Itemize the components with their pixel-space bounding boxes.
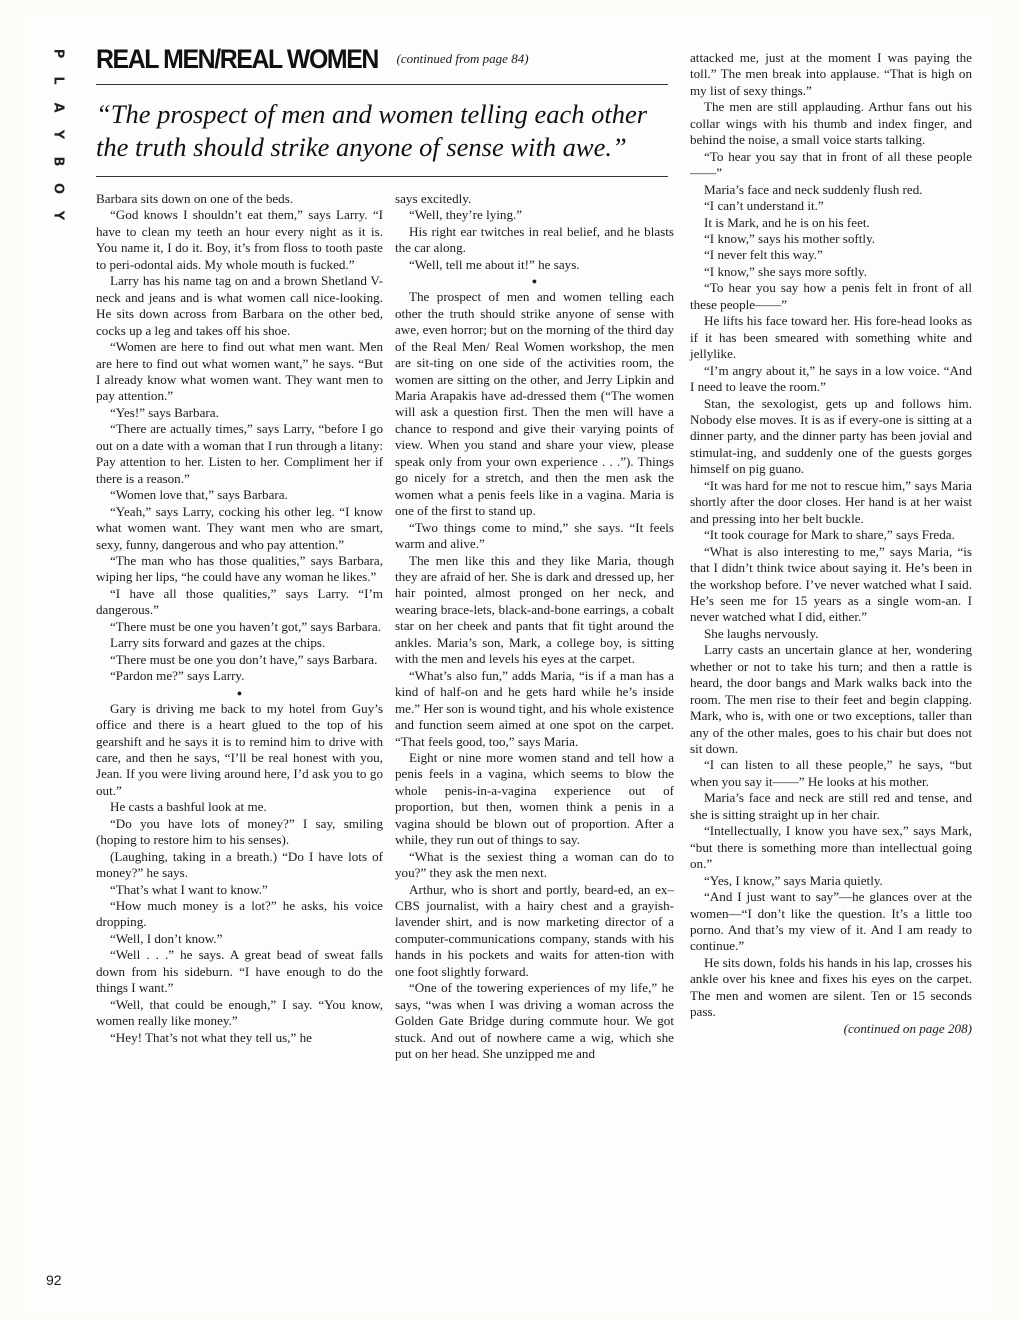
article-header: [96, 44, 676, 84]
paragraph: says excitedly.: [395, 191, 472, 206]
paragraph: “I know,” says his mother softly.: [704, 230, 876, 246]
paragraph: “I have all those qualities,” says Larry. “I’m dangerous.”: [96, 585, 383, 618]
paragraph: Larry has his name tag on and a brown Shetland V-neck and jeans and is what women call nice-looking. He sits down across from Barbara on the other bed, cocks up a leg and takes off his shoe.: [96, 273, 383, 338]
spine-letter: A: [50, 102, 66, 113]
paragraph: “There are actually times,” says Larry, “before I go out on a date with a woman that I run through a litany: Pay attention to her. Listen to her. Compliment her if there is a reason.”: [96, 421, 383, 486]
magazine-spine-label: [46, 40, 70, 229]
paragraph: “Women are here to find out what men want. Men are here to find out what women want,” he says. “But I already know what women want. They want men to pay attention.”: [96, 339, 383, 404]
paragraph: “That’s what I want to know.”: [110, 881, 268, 897]
paragraph: “Hey! That’s not what they tell us,” he: [110, 1029, 312, 1045]
paragraph: “Women love that,” says Barbara.: [110, 487, 288, 503]
paragraph: His right ear twitches in real belief, and he blasts the car along.: [395, 223, 674, 256]
paragraph: Arthur, who is short and portly, beard-ed, an ex–CBS journalist, with a hairy chest and a grayish-lavender shirt, and is now marketing director of a computer-communications company, stands with his hands in his pockets and waits for atten-tion with one foot slightly forward.: [395, 881, 674, 979]
paragraph: Stan, the sexologist, gets up and follows him. Nobody else moves. It is as if every-one is sitting at a dinner party, and the dinner party has been jovial and stimulat-ing, and suddenly one of the guests gorges himself on pig guano.: [690, 395, 972, 477]
text-column-3: [690, 50, 972, 1037]
paragraph: The men like this and they like Maria, though they are afraid of her. She is dark and dressed up, her hair pointed, almost pronged on her neck, and wearing brace-lets, black-and-bone earrings, a cobalt star on her cheek and pants that fit tight around the ankles. Maria’s son, Mark, a college boy, is sitting with the men and levels his eyes at the carpet.: [395, 552, 674, 667]
paragraph: He sits down, folds his hands in his lap, crosses his ankle over his knee and fixes his eyes on the carpet. The men and women are silent. Ten or 15 seconds pass.: [690, 954, 972, 1020]
section-break-dot: ●: [236, 687, 243, 698]
paragraph: “I can’t understand it.”: [704, 198, 824, 214]
spine-letter: O: [50, 182, 66, 195]
paragraph: “There must be one you haven’t got,” says Barbara.: [110, 618, 381, 634]
paragraph: “I can listen to all these people,” he says, “but when you say it——” He looks at his mother.: [690, 757, 972, 789]
spine-letter: B: [50, 156, 66, 167]
paragraph: “Well, tell me about it!” he says.: [409, 256, 580, 272]
paragraph: “Well . . .” he says. A great bead of sweat falls down from his sideburn. “I have enough to do the things I want.”: [96, 947, 383, 996]
paragraph: “What is the sexiest thing a woman can do to you?” they ask the men next.: [395, 848, 674, 881]
pull-quote: “The prospect of men and women telling each other the truth should strike anyone of sense with awe.”: [96, 99, 648, 162]
text-column-2: [395, 191, 674, 1063]
paragraph: “I know,” she says more softly.: [704, 263, 868, 279]
paragraph: Eight or nine more women stand and tell how a penis feels in a vagina, which seems to blow the whole penis-in-a-vagina experience out of proportion, but then, women think a penis in a vagina should be blown out of proportion. After a while, they run out of things to say.: [395, 749, 674, 848]
paragraph: “Well, they’re lying.”: [409, 207, 523, 223]
paragraph: The men are still applauding. Arthur fans out his collar wings with his thumb and index finger, and behind the noise, a small voice starts talking.: [690, 99, 972, 148]
paragraph: “It was hard for me not to rescue him,” says Maria shortly after the door closes. Her hand is at her waist and pressing into her belt buckle.: [690, 477, 972, 526]
spine-letter: P: [50, 48, 66, 59]
paragraph: Maria’s face and neck suddenly flush red.: [704, 181, 923, 197]
paragraph: (Laughing, taking in a breath.) “Do I have lots of money?” he says.: [96, 848, 383, 881]
paragraph: “Yes!” says Barbara.: [110, 404, 219, 420]
paragraph: It is Mark, and he is on his feet.: [704, 214, 870, 230]
paragraph: He casts a bashful look at me.: [110, 799, 267, 815]
spine-letter: Y: [50, 129, 66, 140]
continued-from-note: (continued from page 84): [396, 51, 529, 66]
paragraph: Barbara sits down on one of the beds.: [96, 191, 294, 206]
paragraph: “What’s also fun,” adds Maria, “is if a man has a kind of half-on and he gets hard while he’s inside me.” Her son is wound tight, and his whole existence and function seem aimed at one spot on the carpet. “That feels good, too,” says Maria.: [395, 667, 674, 749]
paragraph: “I never felt this way.”: [704, 247, 823, 263]
paragraph: “How much money is a lot?” he asks, his voice dropping.: [96, 898, 383, 930]
header-rule: [96, 84, 668, 85]
paragraph: “Yes, I know,” says Maria quietly.: [704, 872, 883, 888]
paragraph: “Well, I don’t know.”: [110, 930, 223, 946]
paragraph: attacked me, just at the moment I was paying the toll.” The men break into applause. “That is high on my list of sexy things.”: [690, 50, 972, 98]
paragraph: “One of the towering experiences of my life,” he says, “was when I was driving a woman across the Golden Gate Bridge during commute hour. We got stuck. And out of nowhere came a wig, which she put on her head. She unzipped me and: [395, 980, 674, 1062]
quote-rule: [96, 176, 668, 177]
paragraph: “The man who has those qualities,” says Barbara, wiping her lips, “he could have any woman he likes.”: [96, 552, 383, 585]
paragraph: “Well, that could be enough,” I say. “You know, women really like money.”: [96, 996, 383, 1029]
paragraph: “What is also interesting to me,” says Maria, “is that I didn’t think twice about saying it. He’s been in the workshop before. I’ve never watched what I said. He’s seen me for 15 years as a single wom-an. I never watched what I did, either.”: [690, 543, 972, 625]
paragraph: He lifts his face toward her. His fore-head looks as if it has been smeared with something white and jellylike.: [690, 313, 972, 362]
paragraph: “Two things come to mind,” she says. “It feels warm and alive.”: [395, 519, 674, 552]
paragraph: “And I just want to say”—he glances over at the women—“I don’t like the question. It’s a little too porno. And that’s my view of it. And I am ready to continue.”: [690, 889, 972, 954]
paragraph: “To hear you say how a penis felt in front of all these people——”: [690, 280, 972, 312]
paragraph: Maria’s face and neck are still red and tense, and she is sitting straight up in her chair.: [690, 790, 972, 822]
paragraph: Larry sits forward and gazes at the chips.: [110, 635, 326, 651]
text-column-1: [96, 191, 383, 1046]
paragraph: “Do you have lots of money?” I say, smiling (hoping to restore him to his senses).: [96, 815, 383, 848]
paragraph: Larry casts an uncertain glance at her, wondering whether or not to take his turn; and then a rattle is heard, the door bangs and Mark walks back into the room. The men rise to their feet and begin clapping. Mark, who is, with one or two exceptions, taller than any of the other males, goes to his chair but does not sit down.: [690, 642, 972, 757]
paragraph: She laughs nervously.: [704, 625, 819, 641]
section-break-dot: ●: [531, 276, 538, 287]
paragraph: “It took courage for Mark to share,” says Freda.: [704, 527, 955, 543]
paragraph: “Intellectually, I know you have sex,” says Mark, “but there is something more than intellectual going on.”: [690, 823, 972, 872]
spine-letter: L: [50, 76, 66, 85]
continued-on-note: (continued on page 208): [843, 1020, 972, 1036]
article-title: REAL MEN/REAL WOMEN: [96, 44, 378, 74]
paragraph: “God knows I shouldn’t eat them,” says Larry. “I have to clean my teeth an hour every night as it is. You name it, I do it. Boy, it’s from floss to tooth paste to peri-odontal aids. My whole mouth is fucked.”: [96, 207, 383, 272]
page-number: 92: [46, 1272, 62, 1288]
paragraph: “There must be one you don’t have,” says Barbara.: [110, 651, 378, 667]
paragraph: “Yeah,” says Larry, cocking his other leg. “I know what women want. They want men who are smart, sexy, funny, dangerous and who pay attention.”: [96, 503, 383, 552]
paragraph: Gary is driving me back to my hotel from Guy’s office and there is a heart glued to the top of his gearshift and he says it is to remind him to drive with care, and then he says, “I’ll be real honest with you, Jean. If you were living around here, I’d ask you to go out.”: [96, 700, 383, 798]
spine-letter: Y: [50, 210, 66, 221]
paragraph: “Pardon me?” says Larry.: [110, 668, 245, 684]
paragraph: “To hear you say that in front of all these people——”: [690, 148, 972, 181]
paragraph: The prospect of men and women telling each other the truth should strike anyone of sense with awe, even horror; but on the morning of the third day of the Real Men/ Real Women workshop, the men are sit-ting on one side of the activities room, the women are sitting on the other, and Jerry Lipkin and Maria Arapakis have ad-dressed them (“The women will ask a question first. Then the men will have a chance to respond and give their varying points of view. When you stand and share your view, please speak only from your own experience . . .”). Things go nicely for a stretch, and then the men ask the women what a penis feels like in a vagina. Maria is one of the first to stand up.: [395, 289, 674, 519]
paragraph: “I’m angry about it,” he says in a low voice. “And I need to leave the room.”: [690, 362, 972, 395]
